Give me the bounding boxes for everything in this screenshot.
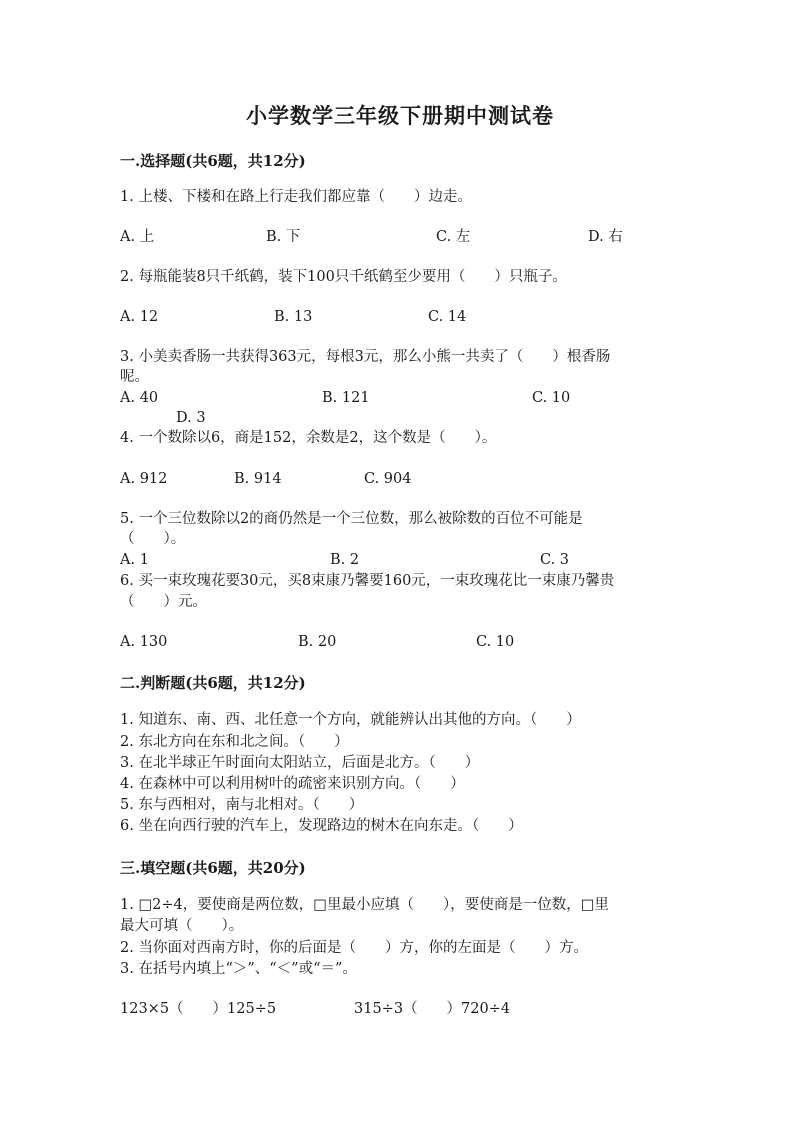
page-title: 小学数学三年级下册期中测试卷 [246,103,554,128]
section-heading-fill-blank: 三.填空题(共6题，共20分) [120,859,306,877]
judgement-item: 6. 坐在向西行驶的汽车上，发现路边的树木在向东走。（ ） [120,818,523,834]
question-stem: 2. 每瓶能装8只千纸鹤，装下100只千纸鹤至少要用（ ）只瓶子。 [120,269,567,285]
judgement-item: 2. 东北方向在东和北之间。（ ） [120,734,349,750]
judgement-item: 3. 在北半球正午时面向太阳站立，后面是北方。（ ） [120,755,480,771]
option-a: A. 40 [120,390,159,406]
question-stem-continued: （ ）元。 [120,594,207,610]
judgement-item: 5. 东与西相对，南与北相对。（ ） [120,797,364,813]
option-c: C. 904 [364,471,412,487]
fill-blank-question-continued: 最大可填（ ）。 [120,918,244,934]
question-stem: 3. 小美卖香肠一共获得363元，每根3元，那么小熊一共卖了（ ）根香肠 [120,349,611,365]
option-a: A. 12 [120,309,159,325]
fill-blank-question: 3. 在括号内填上“＞”、“＜”或“＝”。 [120,961,357,977]
section-heading-judgement: 二.判断题(共6题，共12分) [120,674,306,692]
option-b: B. 20 [298,634,337,650]
question-stem: 6. 买一束玫瑰花要30元，买8束康乃馨要160元，一束玫瑰花比一束康乃馨贵 [120,573,615,589]
judgement-item: 4. 在森林中可以利用树叶的疏密来识别方向。（ ） [120,776,465,792]
section-heading-choice: 一.选择题(共6题，共12分) [120,152,306,170]
judgement-item: 1. 知道东、南、西、北任意一个方向，就能辨认出其他的方向。（ ） [120,712,581,728]
question-stem-continued: 呢。 [120,369,149,385]
option-b: B. 914 [234,471,282,487]
option-a: A. 130 [120,634,168,650]
option-a: A. 912 [120,471,168,487]
comparison-expression: 123×5（ ）125÷5 [120,1001,277,1017]
option-b: B. 121 [322,390,370,406]
option-c: C. 10 [532,390,571,406]
option-a: A. 1 [120,552,149,568]
fill-blank-question: 1. □2÷4，要使商是两位数，□里最小应填（ ），要使商是一位数，□里 [120,897,609,913]
fill-blank-question: 2. 当你面对西南方时，你的后面是（ ）方，你的左面是（ ）方。 [120,940,588,956]
option-c: C. 14 [428,309,467,325]
option-a: A. 上 [120,229,155,245]
comparison-expression: 315÷3（ ）720÷4 [354,1001,511,1017]
option-b: B. 13 [274,309,313,325]
option-b: B. 2 [330,552,360,568]
option-d: D. 右 [588,229,623,245]
option-c: C. 10 [476,634,515,650]
question-stem: 5. 一个三位数除以2的商仍然是一个三位数，那么被除数的百位不可能是 [120,511,583,527]
option-c: C. 左 [436,229,471,245]
option-b: B. 下 [266,229,301,245]
question-stem: 1. 上楼、下楼和在路上行走我们都应靠（ ）边走。 [120,189,472,205]
question-stem-continued: （ ）。 [120,531,186,547]
option-d: D. 3 [176,410,206,426]
question-stem: 4. 一个数除以6，商是152，余数是2，这个数是（ ）。 [120,430,497,446]
option-c: C. 3 [540,552,570,568]
